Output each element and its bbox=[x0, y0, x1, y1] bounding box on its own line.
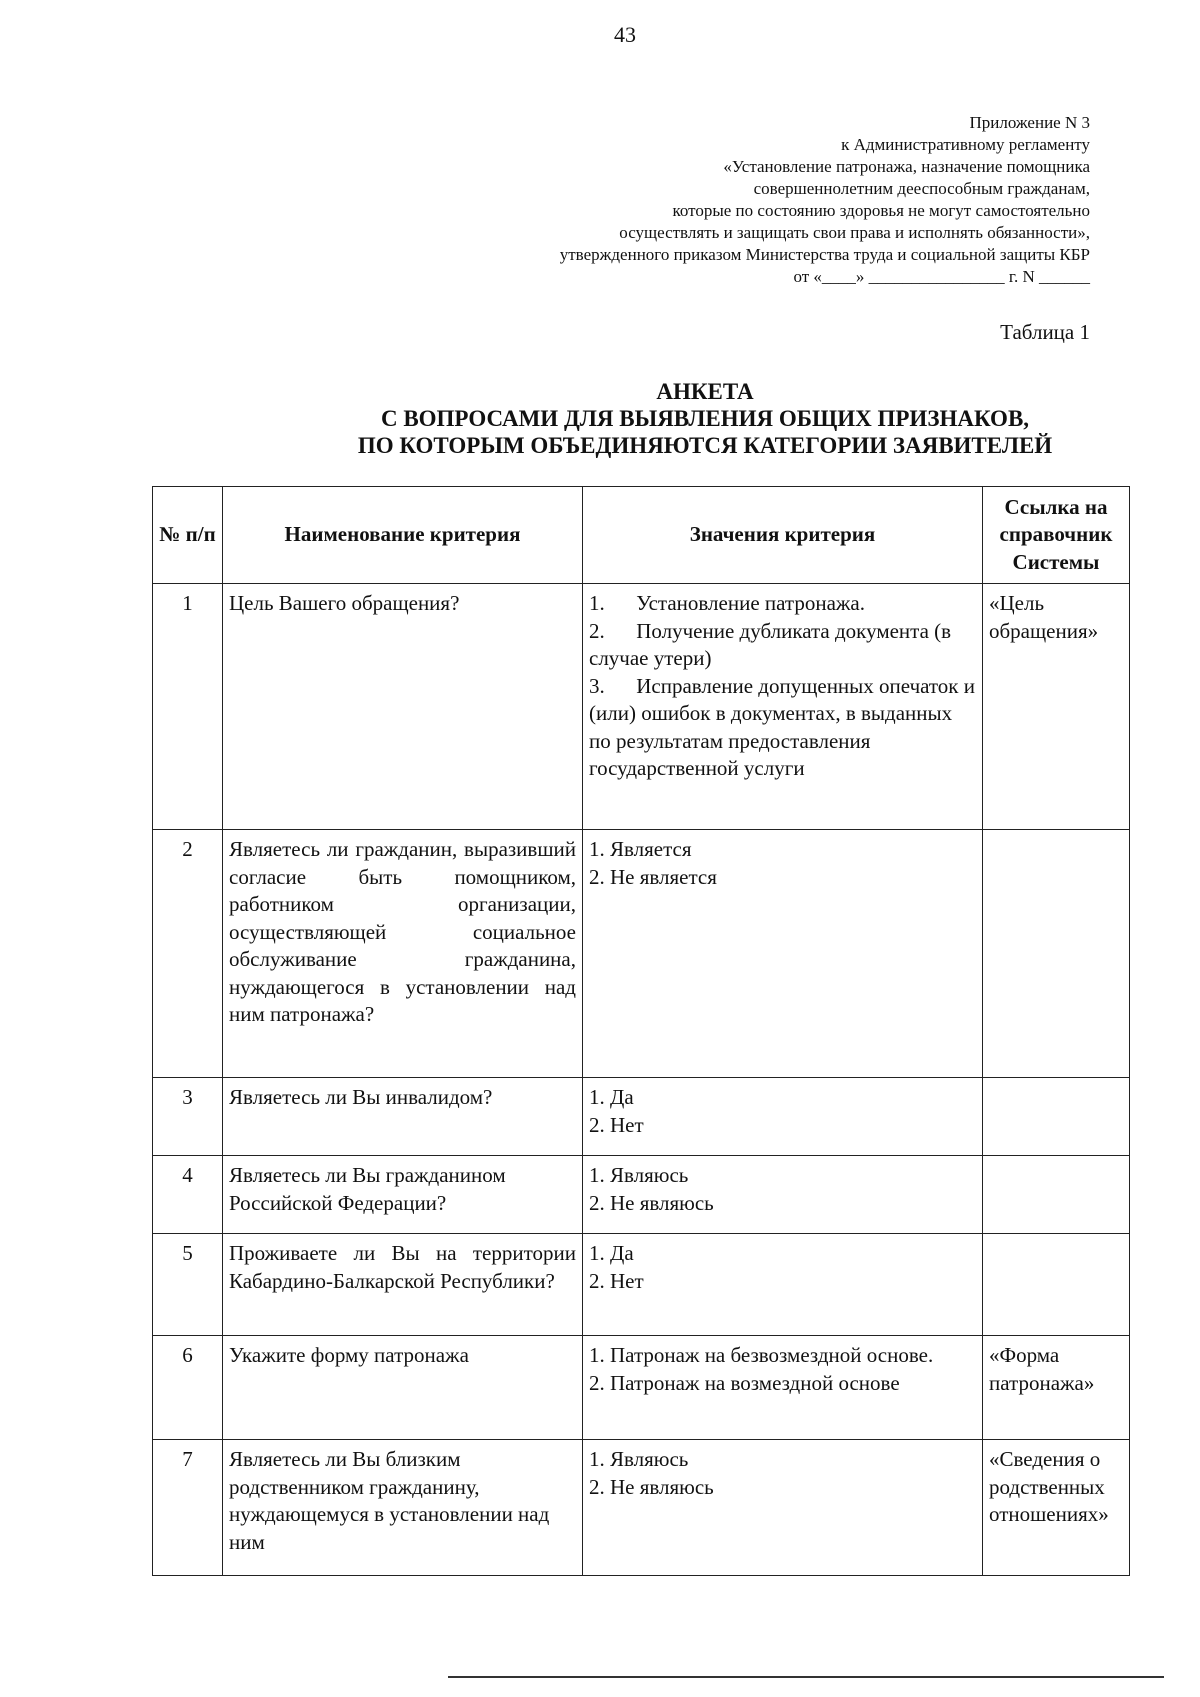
value-item: 1. Да bbox=[589, 1085, 634, 1109]
document-title bbox=[0, 378, 1200, 459]
value-item: 2. Нет bbox=[589, 1112, 644, 1137]
title-line: ПО КОТОРЫМ ОБЪЕДИНЯЮТСЯ КАТЕГОРИИ ЗАЯВИТЕЛЕЙ bbox=[357, 433, 1053, 458]
title-line: С ВОПРОСАМИ ДЛЯ ВЫЯВЛЕНИЯ ОБЩИХ ПРИЗНАКОВ, bbox=[380, 406, 1030, 431]
row-criterion: Являетесь ли Вы инвалидом? bbox=[223, 1078, 583, 1156]
appendix-line: осуществлять и защищать свои права и исполнять обязанности», bbox=[619, 223, 1090, 242]
row-criterion: Проживаете ли Вы на территории Кабардино-Балкарской Республики? bbox=[223, 1234, 583, 1336]
value-item: 2. Не являюсь bbox=[589, 1474, 714, 1499]
page-number: 43 bbox=[614, 22, 636, 47]
header-reference: Ссылка на справочник Системы bbox=[983, 487, 1130, 584]
row-reference bbox=[983, 1156, 1130, 1234]
value-item: 1. Установление патронажа. bbox=[589, 591, 865, 615]
row-criterion: Являетесь ли Вы гражданином Российской Федерации? bbox=[223, 1156, 583, 1234]
value-item: 1. Являюсь bbox=[589, 1447, 689, 1471]
row-values bbox=[583, 830, 983, 1078]
appendix-line: совершеннолетним дееспособным гражданам, bbox=[753, 179, 1090, 198]
header-values: Значения критерия bbox=[583, 487, 983, 584]
value-item: 2. Патронаж на возмездной основе bbox=[589, 1370, 900, 1395]
appendix-line: к Административному регламенту bbox=[841, 135, 1090, 154]
header-num: № п/п bbox=[153, 487, 223, 584]
value-item: 1. Да bbox=[589, 1241, 634, 1265]
row-num: 7 bbox=[153, 1440, 223, 1576]
row-criterion: Цель Вашего обращения? bbox=[223, 584, 583, 830]
appendix-line: Приложение N 3 bbox=[969, 113, 1090, 132]
title-line: АНКЕТА bbox=[656, 379, 754, 404]
row-reference: «Сведения о родственных отношениях» bbox=[983, 1440, 1130, 1576]
row-reference: «Цель обращения» bbox=[983, 584, 1130, 830]
table-header-row bbox=[153, 487, 1130, 584]
table-row bbox=[153, 1156, 1130, 1234]
row-num: 6 bbox=[153, 1336, 223, 1440]
row-num: 2 bbox=[153, 830, 223, 1078]
appendix-line: которые по состоянию здоровья не могут самостоятельно bbox=[672, 201, 1090, 220]
row-values bbox=[583, 1156, 983, 1234]
row-criterion: Укажите форму патронажа bbox=[223, 1336, 583, 1440]
value-item: 3. Исправление допущенных опечаток и (или) ошибок в документах, в выданных по результатам предоставления государственной услуги bbox=[589, 673, 981, 780]
row-values bbox=[583, 1234, 983, 1336]
row-values bbox=[583, 1440, 983, 1576]
row-num: 4 bbox=[153, 1156, 223, 1234]
table-row bbox=[153, 1440, 1130, 1576]
row-reference bbox=[983, 1078, 1130, 1156]
value-item: 2. Получение дубликата документа (в случае утери) bbox=[589, 618, 957, 670]
table-row bbox=[153, 1336, 1130, 1440]
value-item: 2. Не являюсь bbox=[589, 1190, 714, 1215]
value-item: 2. Нет bbox=[589, 1268, 644, 1293]
row-reference bbox=[983, 1234, 1130, 1336]
appendix-line: утвержденного приказом Министерства труда и социальной защиты КБР bbox=[559, 245, 1090, 264]
value-item: 1. Является bbox=[589, 837, 692, 861]
row-num: 3 bbox=[153, 1078, 223, 1156]
value-item: 1. Являюсь bbox=[589, 1163, 689, 1187]
appendix-header bbox=[370, 112, 1090, 288]
criteria-table bbox=[152, 486, 1130, 1576]
appendix-date-line: от «____» ________________ г. N ______ bbox=[793, 267, 1090, 286]
row-reference: «Форма патронажа» bbox=[983, 1336, 1130, 1440]
table-row bbox=[153, 1234, 1130, 1336]
row-values bbox=[583, 1078, 983, 1156]
row-values bbox=[583, 584, 983, 830]
table-row bbox=[153, 1078, 1130, 1156]
row-num: 5 bbox=[153, 1234, 223, 1336]
header-criterion: Наименование критерия bbox=[223, 487, 583, 584]
row-criterion: Являетесь ли Вы близким родственником гражданину, нуждающемуся в установлении над ним bbox=[223, 1440, 583, 1576]
appendix-line: «Установление патронажа, назначение помощника bbox=[723, 157, 1090, 176]
table-row bbox=[153, 584, 1130, 830]
bottom-rule bbox=[448, 1676, 1164, 1678]
value-item: 2. Не является bbox=[589, 864, 717, 889]
table-label: Таблица 1 bbox=[1000, 320, 1090, 344]
row-num: 1 bbox=[153, 584, 223, 830]
row-reference bbox=[983, 830, 1130, 1078]
table-row bbox=[153, 830, 1130, 1078]
row-criterion: Являетесь ли гражданин, выразивший согласие быть помощником, работником организации, осуществляющей социальное обслуживание гражданина, нуждающегося в установлении над ним патронажа? bbox=[223, 830, 583, 1078]
value-item: 1. Патронаж на безвозмездной основе. bbox=[589, 1343, 934, 1367]
row-values bbox=[583, 1336, 983, 1440]
